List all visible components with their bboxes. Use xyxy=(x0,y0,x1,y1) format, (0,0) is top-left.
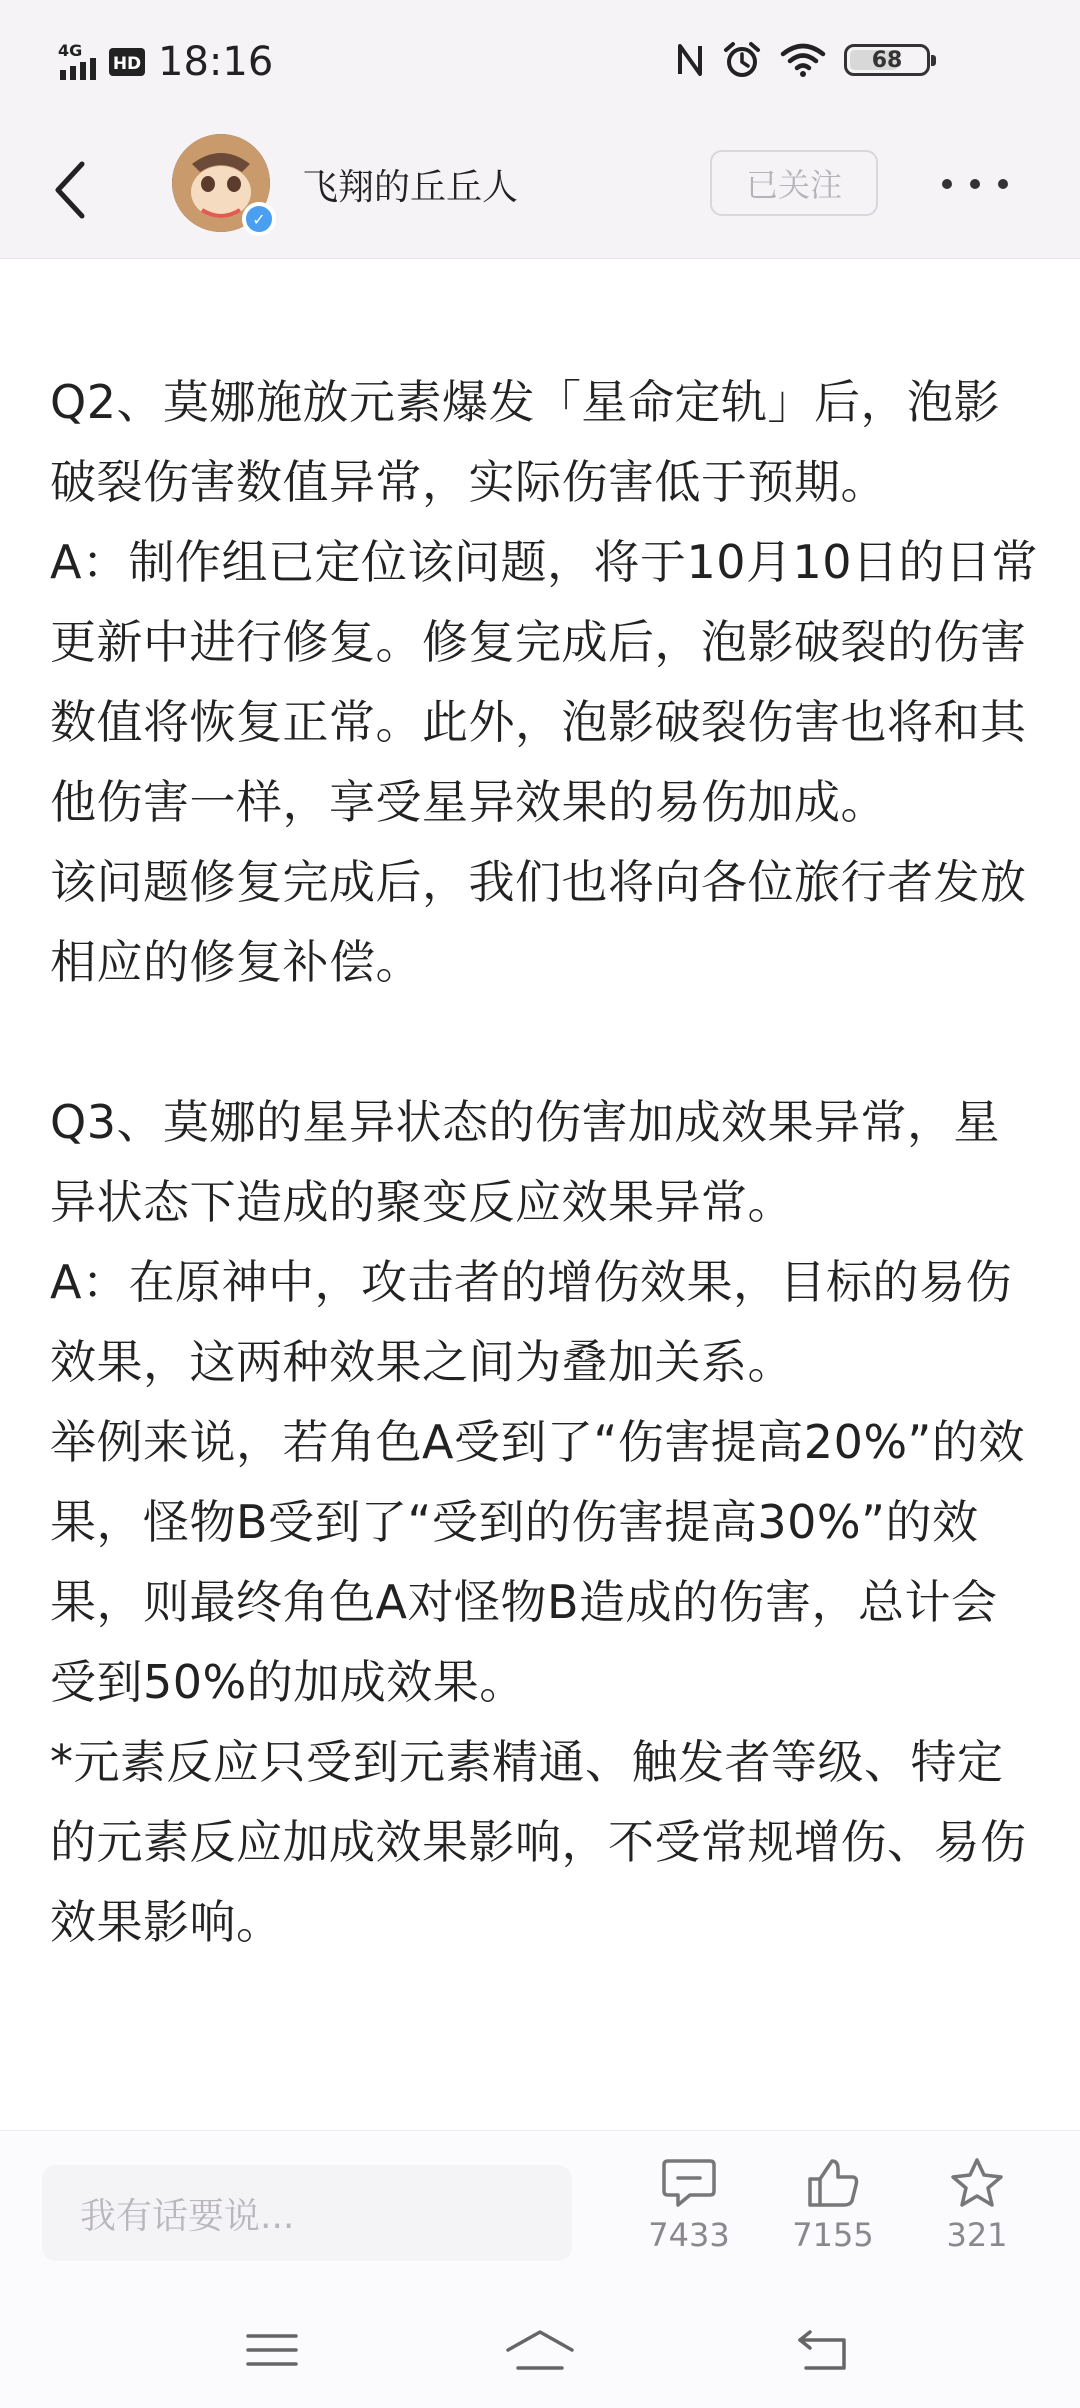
comment-input[interactable]: 我有话要说... xyxy=(42,2165,572,2261)
post-header xyxy=(0,120,1080,259)
chevron-left-icon xyxy=(50,160,90,220)
hd-icon xyxy=(108,46,146,78)
paragraph-a2: A：制作组已定位该问题，将于10月10日的日常更新中进行修复。修复完成后，泡影破裂的伤害数值将恢复正常。此外，泡影破裂伤害也将和其他伤害一样，享受星异效果的易伤加成。 xyxy=(50,535,1039,829)
star-icon xyxy=(948,2157,1006,2209)
author-name[interactable]: 飞翔的丘丘人 xyxy=(302,167,519,208)
paragraph-q3: Q3、莫娜的星异状态的伤害加成效果异常，星异状态下造成的聚变反应效果异常。 xyxy=(50,1095,1000,1229)
cellular-signal-icon xyxy=(58,42,102,82)
favorite-button[interactable] xyxy=(912,2157,1042,2255)
paragraph-note: *元素反应只受到元素精通、触发者等级、特定的元素反应加成效果影响，不受常规增伤、易伤效果影响。 xyxy=(50,1735,1027,1949)
comment-count: 7433 xyxy=(648,2216,730,2254)
back-button[interactable] xyxy=(40,150,100,230)
battery-icon xyxy=(844,44,930,76)
wifi-icon xyxy=(780,42,826,78)
paragraph-q2: Q2、莫娜施放元素爆发「星命定轨」后，泡影破裂伤害数值异常，实际伤害低于预期。 xyxy=(50,375,1000,509)
battery-level: 68 xyxy=(871,47,903,73)
nav-menu-button[interactable] xyxy=(232,2320,312,2380)
nav-back-button[interactable] xyxy=(784,2320,864,2380)
status-time: 18:16 xyxy=(158,39,274,85)
more-button[interactable] xyxy=(942,164,1008,204)
thumb-up-icon xyxy=(804,2157,862,2209)
like-button[interactable] xyxy=(768,2157,898,2255)
status-left xyxy=(58,38,273,86)
favorite-count: 321 xyxy=(946,2216,1008,2254)
comment-bar xyxy=(0,2130,1080,2291)
like-count: 7155 xyxy=(792,2216,874,2254)
nav-home-button[interactable] xyxy=(500,2320,580,2380)
status-bar xyxy=(0,0,1080,120)
comment-icon xyxy=(660,2157,718,2209)
more-dots-icon xyxy=(942,179,952,189)
paragraph-example: 举例来说，若角色A受到了“伤害提高20%”的效果，怪物B受到了“受到的伤害提高30%”的效果，则最终角色A对怪物B造成的伤害，总计会受到50%的加成效果。 xyxy=(50,1415,1025,1709)
system-nav-bar xyxy=(0,2290,1080,2408)
menu-icon xyxy=(244,2330,300,2370)
avatar[interactable] xyxy=(172,134,270,232)
home-icon xyxy=(504,2328,576,2372)
paragraph-compensation: 该问题修复完成后，我们也将向各位旅行者发放相应的修复补偿。 xyxy=(50,855,1027,989)
paragraph-gap xyxy=(50,1002,1040,1082)
back-icon xyxy=(796,2328,852,2372)
network-type: 4G xyxy=(58,42,83,60)
post-content xyxy=(50,362,1040,1962)
paragraph-a3: A：在原神中，攻击者的增伤效果，目标的易伤效果，这两种效果之间为叠加关系。 xyxy=(50,1255,1012,1389)
status-right xyxy=(676,40,930,80)
comment-button[interactable] xyxy=(624,2157,754,2255)
verified-badge-icon: ✓ xyxy=(242,202,276,236)
nfc-icon xyxy=(676,42,704,78)
follow-button[interactable]: 已关注 xyxy=(710,150,878,216)
hd-label: HD xyxy=(112,54,142,74)
alarm-icon xyxy=(722,40,762,80)
